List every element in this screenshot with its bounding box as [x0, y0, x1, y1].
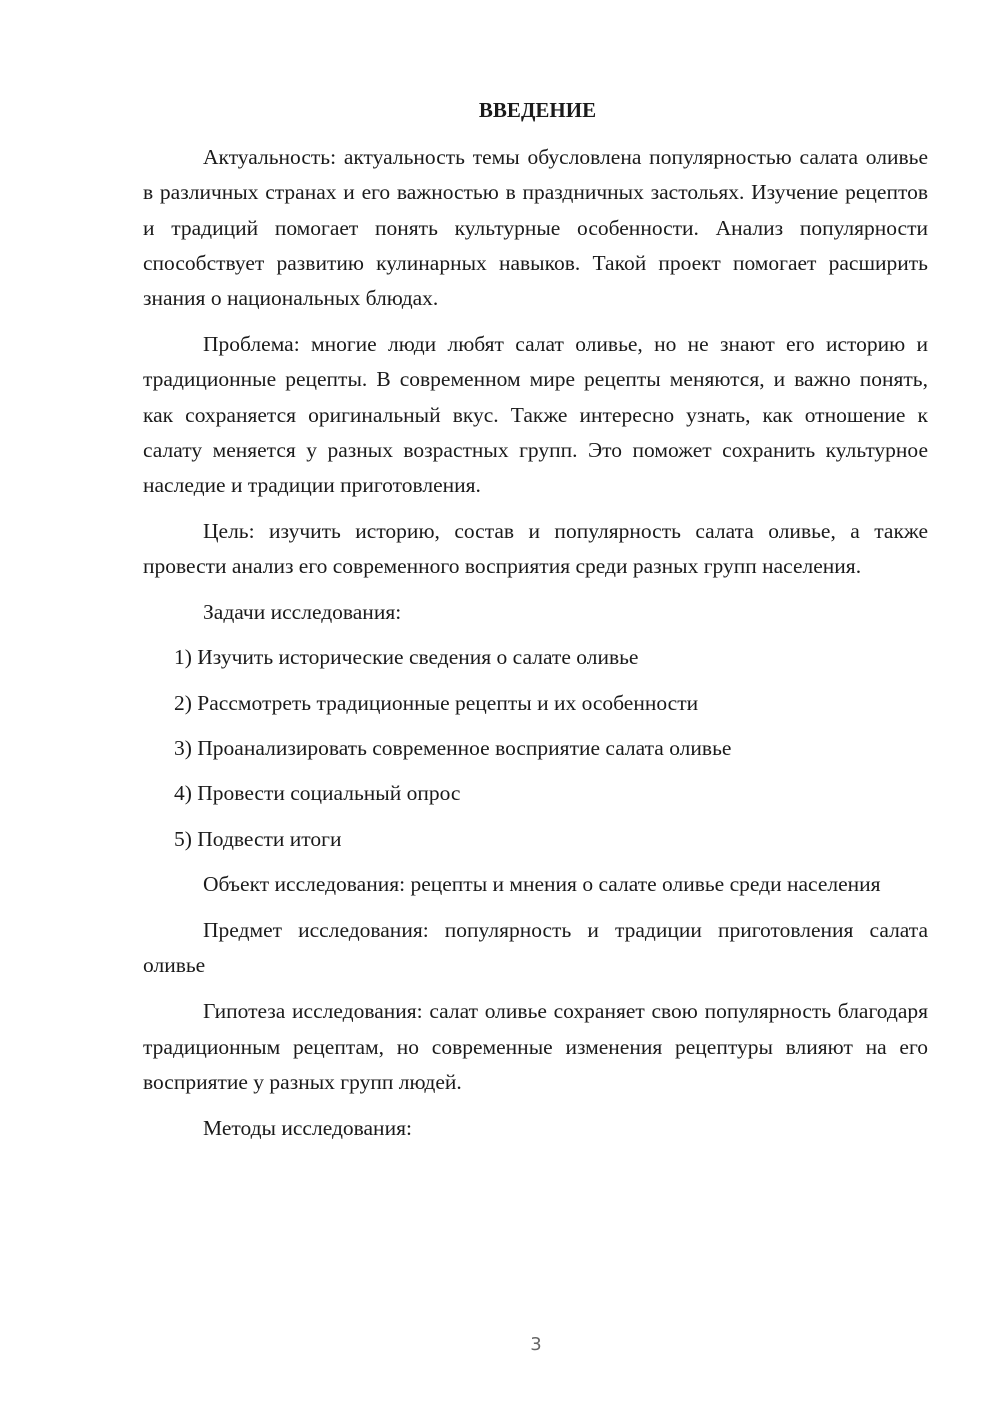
paragraph-subject: Предмет исследования: популярность и традиции приготовления салата оливье — [143, 918, 928, 978]
list-item: 5) Подвести итоги — [174, 826, 342, 851]
page-title: ВВЕДЕНИЕ — [478, 98, 597, 122]
list-item: 2) Рассмотреть традиционные рецепты и их особенности — [174, 690, 699, 715]
paragraph-hypothesis: Гипотеза исследования: салат оливье сохраняет свою популярность благодаря традиционным рецептам, но современные изменения рецептуры влияют на его восприятие у разных групп людей. — [143, 999, 928, 1094]
page-number: 3 — [530, 1334, 542, 1355]
paragraph-goal: Цель: изучить историю, состав и популярность салата оливье, а также провести анализ его современного восприятия среди разных групп населения. — [143, 518, 928, 579]
tasks-heading: Задачи исследования: — [203, 600, 402, 625]
paragraph-relevance: Актуальность: актуальность темы обусловлена популярностью салата оливье в различных странах и его важностью в праздничных застольях. Изучение рецептов и традиций помогает понять культурные особенности. Анализ популярности способствует развитию кулинарных навыков. Такой проект помогает расширить знания о национальных блюдах. — [143, 145, 928, 311]
paragraph-object: Объект исследования: рецепты и мнения о салате оливье среди населения — [203, 872, 881, 897]
list-item: 1) Изучить исторические сведения о салате оливье — [174, 645, 639, 670]
page-content — [143, 96, 928, 1146]
paragraph-problem: Проблема: многие люди любят салат оливье, но не знают его историю и традиционные рецепты. В современном мире рецепты меняются, и важно понять, как сохраняется оригинальный вкус. Также интересно узнать, как отношение к салату меняется у разных возрастных групп. Это поможет сохранить культурное наследие и традиции приготовления. — [143, 331, 928, 498]
list-item: 3) Проанализировать современное восприятие салата оливье — [174, 735, 732, 760]
list-item: 4) Провести социальный опрос — [174, 781, 461, 806]
tasks-list — [143, 640, 928, 856]
methods-heading: Методы исследования: — [203, 1115, 412, 1140]
